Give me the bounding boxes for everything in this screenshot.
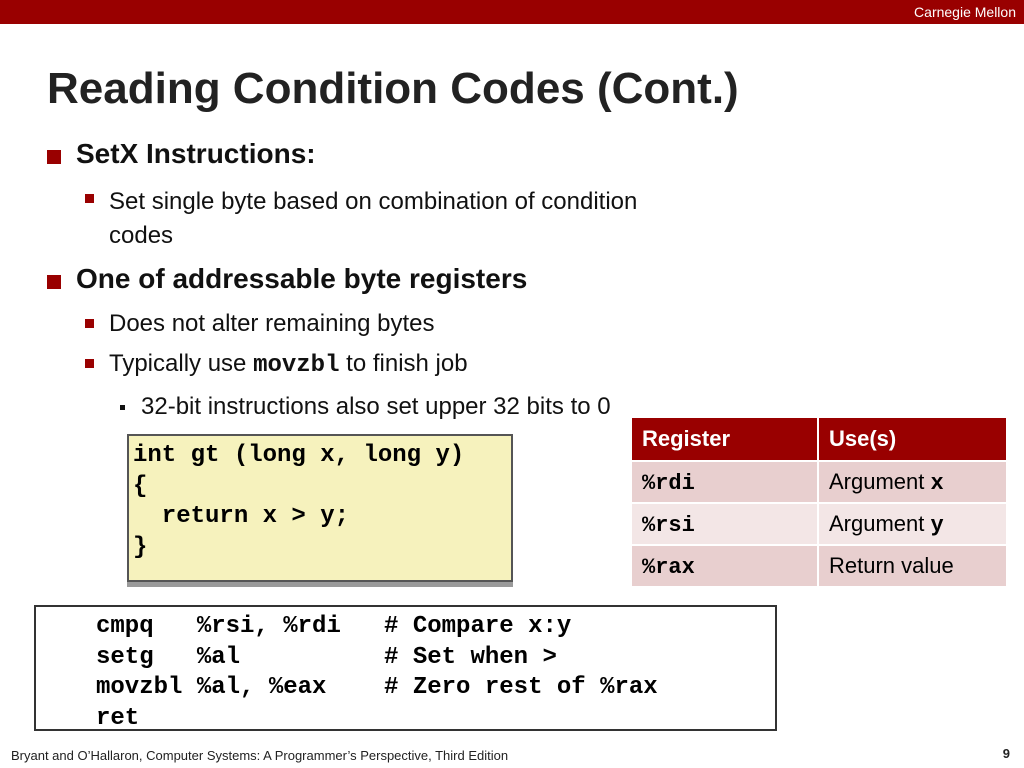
movzbl-code: movzbl xyxy=(253,352,340,379)
bullet-setx-sub xyxy=(109,185,729,253)
asm-line: movzbl %al, %eax # Zero rest of %rax xyxy=(96,674,658,701)
c-code-line: { xyxy=(133,473,148,500)
table-row xyxy=(632,544,1006,586)
register-use-code: x xyxy=(930,470,944,496)
c-code-line: int gt (long x, long y) xyxy=(133,442,465,469)
bullet-regs xyxy=(76,263,527,295)
bullet-regs-sub3 xyxy=(141,393,611,421)
bullet-setx-heading: SetX Instructions: xyxy=(76,138,316,169)
bullet-regs-heading: One of addressable byte registers xyxy=(76,263,528,294)
bullet-setx xyxy=(76,138,316,170)
bullet-setx-sub-line1: Set single byte based on combination of condition xyxy=(109,188,638,215)
register-use: Argument xyxy=(829,510,931,536)
register-name: %rsi xyxy=(642,512,695,538)
register-table xyxy=(632,418,1006,586)
bullet-square-icon xyxy=(85,359,94,368)
bullet-regs-sub2 xyxy=(109,350,468,379)
register-use: Argument xyxy=(829,468,931,494)
bullet-regs-sub3-text: 32-bit instructions also set upper 32 bits to 0 xyxy=(141,393,611,420)
c-code-box xyxy=(127,434,513,582)
table-row xyxy=(632,460,1006,502)
bullet-regs-sub1 xyxy=(109,310,435,338)
bullet-regs-sub2-post: to finish job xyxy=(346,350,468,377)
bullet-setx-sub-line2: codes xyxy=(109,222,174,249)
column-header-uses: Use(s) xyxy=(819,418,1006,460)
c-code-line: } xyxy=(133,534,148,561)
register-name: %rdi xyxy=(642,470,695,496)
asm-line: cmpq %rsi, %rdi # Compare x:y xyxy=(96,613,572,640)
bullet-dot-icon xyxy=(120,405,125,410)
footer-citation: Bryant and O’Hallaron, Computer Systems: A Programmer’s Perspective, Third Edition xyxy=(11,748,509,763)
asm-line: ret xyxy=(96,705,140,732)
bullet-regs-sub2-pre: Typically use xyxy=(109,350,247,377)
bullet-square-icon xyxy=(85,194,94,203)
header-bar xyxy=(0,0,1024,24)
register-use: Return value xyxy=(829,552,954,578)
bullet-square-icon xyxy=(85,319,94,328)
register-name: %rax xyxy=(642,554,695,580)
bullet-square-icon xyxy=(47,150,61,164)
bullet-regs-sub1-text: Does not alter remaining bytes xyxy=(109,310,435,337)
slide-title: Reading Condition Codes (Cont.) xyxy=(47,64,739,113)
table-row xyxy=(632,502,1006,544)
register-use-code: y xyxy=(930,512,944,538)
assembly-box xyxy=(34,605,777,731)
bullet-square-icon xyxy=(47,275,61,289)
asm-line: setg %al # Set when > xyxy=(96,644,557,671)
brand-label: Carnegie Mellon xyxy=(914,4,1016,20)
register-table-header xyxy=(632,418,1006,460)
c-code-line: return x > y; xyxy=(133,503,350,530)
column-header-register: Register xyxy=(632,418,819,460)
page-number: 9 xyxy=(1002,746,1010,761)
